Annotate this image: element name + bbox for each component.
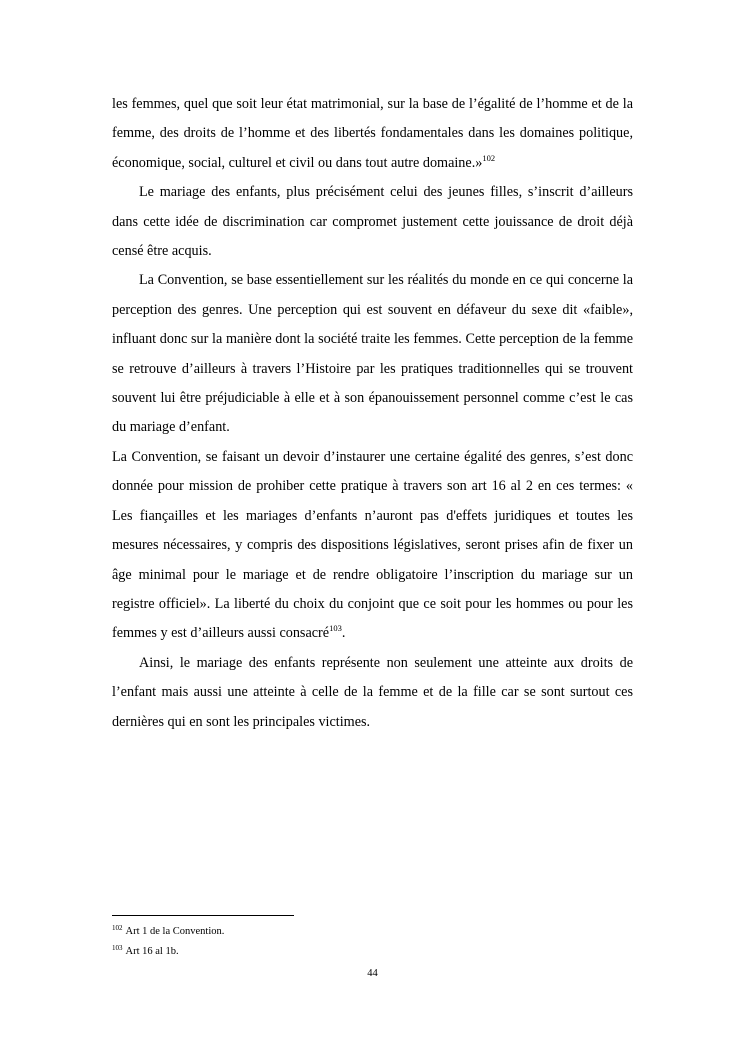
paragraph-2: [112, 178, 633, 266]
footnote-ref-103[interactable]: 103: [329, 623, 342, 634]
footnote-number: 102: [112, 924, 123, 932]
footnote-103: [112, 942, 633, 962]
footnote-text: Art 1 de la Convention.: [125, 926, 225, 937]
paragraph-2-text: Le mariage des enfants, plus précisément celui des jeunes filles, s’inscrit d’ailleurs dans cette idée de discrimination car compromet justement cette jouissance de droit déjà censé être acquis.: [112, 184, 633, 260]
footnotes: [112, 922, 633, 962]
paragraph-1-text: les femmes, quel que soit leur état matrimonial, sur la base de l’égalité de l’homme et de la femme, des droits de l’homme et des libertés fondamentales dans les domaines politique, économique, social, culturel et civil ou dans tout autre domaine.»: [112, 96, 633, 171]
body-text: [112, 90, 633, 737]
footnote-number: 103: [112, 944, 123, 952]
page-number: 44: [367, 968, 378, 979]
paragraph-3: [112, 266, 633, 442]
footnote-text: Art 16 al 1b.: [125, 946, 179, 957]
footnote-102: [112, 922, 633, 942]
paragraph-5-text: Ainsi, le mariage des enfants représente non seulement une atteinte aux droits de l’enfant mais aussi une atteinte à celle de la femme et de la fille car se sont surtout ces dernières qui en sont les principales victimes.: [112, 654, 633, 730]
paragraph-4-end: .: [341, 625, 346, 642]
paragraph-4: [112, 443, 633, 649]
paragraph-1: [112, 90, 633, 178]
footnote-separator: [112, 915, 294, 916]
paragraph-4-text: La Convention, se faisant un devoir d’instaurer une certaine égalité des genres, s’est donc donnée pour mission de prohiber cette pratique à travers son art 16 al 2 en ces termes: « Les fiançailles et les mariages d’enfants n’auront pas d'effets juridiques et toutes les mesures nécessaires, y compris des dispositions législatives, seront prises afin de fixer un âge minimal pour le mariage et de rendre obligatoire l’inscription du mariage sur un registre officiel». La liberté du choix du conjoint que ce soit pour les hommes ou pour les femmes y est d’ailleurs aussi consacré: [112, 448, 633, 642]
footnote-ref-102[interactable]: 102: [482, 152, 496, 163]
paragraph-3-text: La Convention, se base essentiellement sur les réalités du monde en ce qui concerne la perception des genres. Une perception qui est souvent en défaveur du sexe dit «faible», influant donc sur la manière dont la société traite les femmes. Cette perception de la femme se retrouve d’ailleurs à travers l’Histoire par les pratiques traditionnelles qui se trouvent souvent lui être préjudiciable à elle et à son épanouissement personnel comme c’est le cas du mariage d’enfant.: [112, 272, 633, 436]
paragraph-5: [112, 649, 633, 737]
